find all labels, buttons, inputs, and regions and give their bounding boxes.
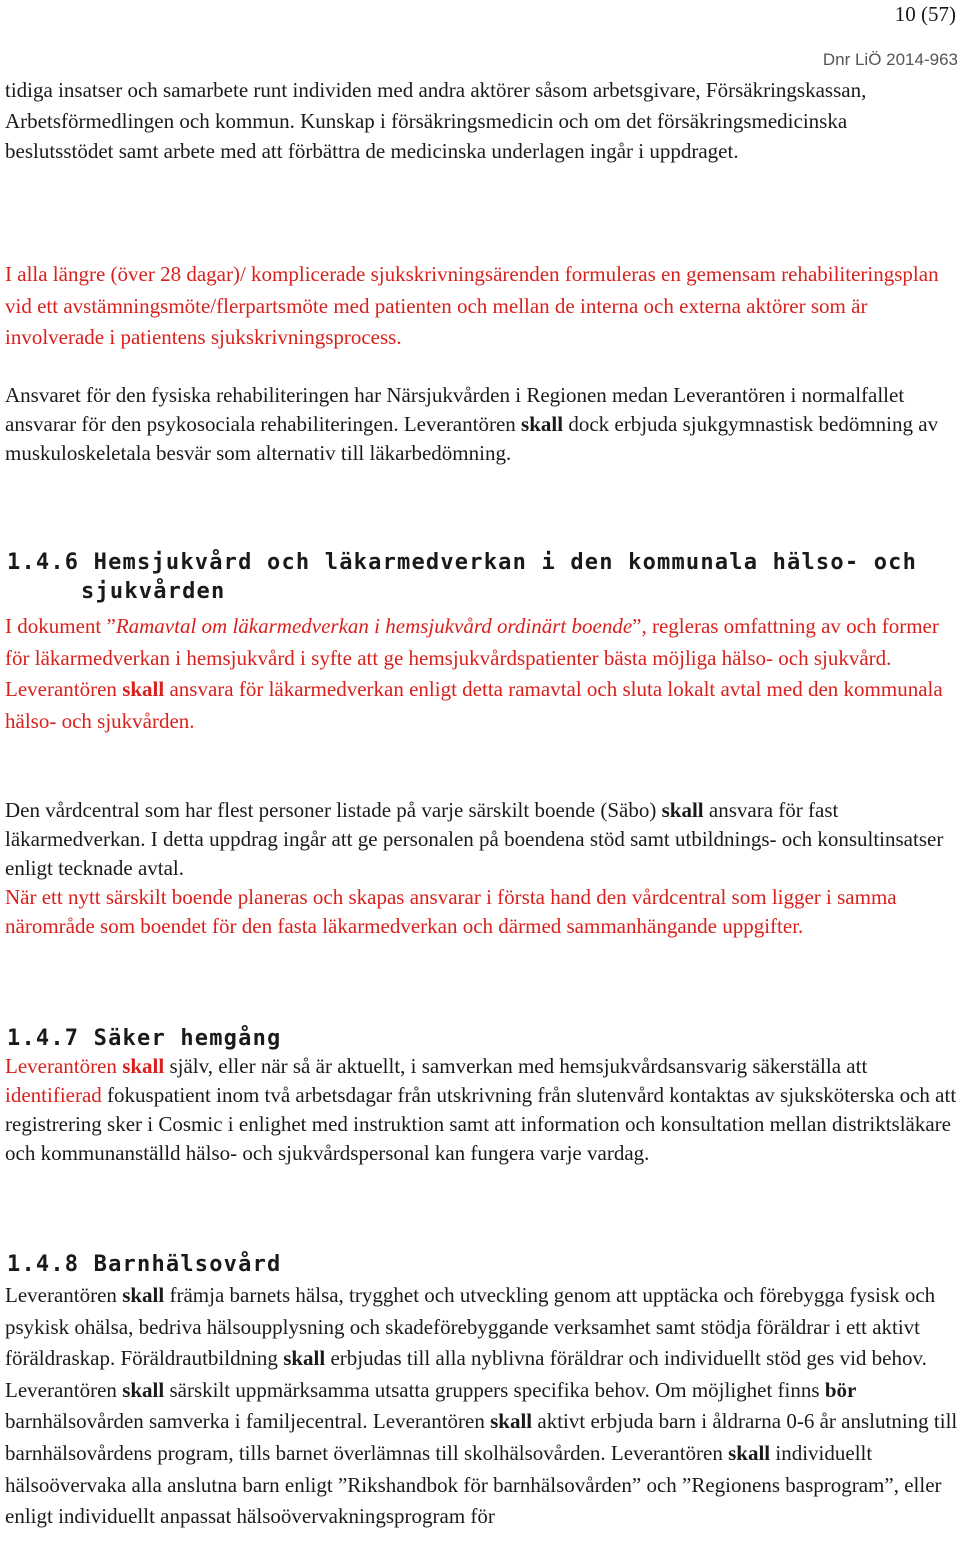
document-reference: Dnr LiÖ 2014-963	[822, 50, 958, 69]
paragraph-text: tidiga insatser och samarbete runt individen med andra aktörer såsom arbetsgivare, Försäkringskassan, Arbetsförmedlingen och kommun. Kunskap i försäkringsmedicin och om det försäkringsmedicinska beslutsstödet samt arbete med att förbättra de medicinska underlagen ingår i uppdraget.	[5, 78, 867, 163]
paragraph-saker-hemgang	[5, 1052, 960, 1168]
emphasis-skall: skall	[122, 677, 165, 701]
paragraph-text	[5, 1280, 960, 1533]
paragraph-text: I alla längre (över 28 dagar)/ komplicerade sjukskrivningsärenden formuleras en gemensam rehabiliteringsplan vid ett avstämningsmöte/flerpartsmöte med patienten och mellan de interna och externa aktörer som är involverade i patientens sjukskrivningsprocess.	[5, 262, 939, 349]
text-run: Den vårdcentral som har flest personer listade på varje särskilt boende (Säbo)	[5, 798, 662, 822]
emphasis-skall: skall	[521, 412, 564, 436]
paragraph-rehab-intro	[5, 75, 960, 167]
paragraph-physical-rehab	[5, 381, 960, 468]
text-run-red: När ett nytt särskilt boende planeras och skapas ansvarar i första hand den vårdcentral som ligger i samma närområde som boendet för den fasta läkarmedverkan och därmed sammanhängande uppgifter.	[5, 885, 897, 938]
text-run: barnhälsovården samverka i familjecentral. Leverantören	[5, 1409, 491, 1434]
paragraph-text	[5, 796, 960, 941]
text-run: Ansvaret för den fysiska rehabiliteringen har Närsjukvården i Regionen medan Leverantören i normalfallet ansvarar för den psykosociala rehabiliteringen. Leverantören	[5, 383, 905, 436]
section-heading-1-4-6	[7, 548, 917, 606]
emphasis-bor: bör	[824, 1377, 857, 1402]
text-run: I dokument ”	[5, 614, 116, 638]
paragraph-rehab-plan	[5, 259, 960, 354]
paragraph-vardcentral	[5, 796, 960, 941]
emphasis-skall: skall	[661, 798, 704, 822]
text-run: särskilt uppmärksamma utsatta gruppers specifika behov. Om möjlighet finns	[164, 1377, 825, 1402]
emphasis-skall: skall	[122, 1283, 165, 1307]
page-number: 10 (57)	[894, 2, 956, 26]
text-run: aktivt erbjuda barn i åldrarna 0-6 år anslutning till barnhälsovårdens program, tills barnet överlämnas till skolhälsovården. Leverantören	[5, 1409, 958, 1465]
heading-line: 1.4.7 Säker hemgång	[7, 1026, 282, 1051]
emphasis-skall: skall	[283, 1346, 326, 1371]
paragraph-text	[5, 611, 960, 737]
text-run-red: Leverantören	[5, 1054, 123, 1078]
text-run: ”, regleras omfattning av och former för läkarmedverkan i hemsjukvård i syfte att ge hemsjukvårdspatienter bästa möjliga hälso- och sjukvård. Leverantören	[5, 614, 939, 701]
text-run: erbjudas till alla nyblivna föräldrar och individuellt stöd ges vid behov. Leverantören	[5, 1346, 927, 1402]
heading-line: 1.4.8 Barnhälsovård	[7, 1252, 282, 1277]
section-heading-1-4-8	[7, 1250, 281, 1279]
paragraph-text	[5, 381, 960, 468]
heading-line: sjukvården	[81, 579, 226, 604]
text-run: fokuspatient inom två arbetsdagar från utskrivning från slutenvård kontaktas av sjuksköterska och att registrering sker i Cosmic i enlighet med instruktion samt att information och konsultation mellan distriktsläkare och kommunanställd hälso- och sjukvårdspersonal kan fungera varje vardag.	[5, 1083, 957, 1165]
text-run: främja barnets hälsa, trygghet och utveckling genom att upptäcka och förebygga fysisk och psykisk ohälsa, bedriva hälsoupplysning och skadeförebyggande verksamhet samt stödja föräldrar i ett aktivt föräldraskap. Föräldrautbildning	[5, 1283, 936, 1371]
heading-line: 1.4.6 Hemsjukvård och läkarmedverkan i den kommunala hälso- och	[7, 550, 918, 575]
emphasis-skall: skall	[122, 1377, 165, 1402]
paragraph-text	[5, 1052, 960, 1168]
emphasis-skall: skall	[728, 1440, 771, 1465]
emphasis-skall: skall	[490, 1409, 533, 1434]
text-run: individuellt hälsoövervaka alla anslutna barn enligt ”Rikshandbok för barnhälsovården” och ”Regionens basprogram”, eller enligt individuellt anpassat hälsoövervakningsprogram för	[5, 1440, 942, 1529]
paragraph-ramavtal	[5, 611, 960, 737]
text-run: ansvara för läkarmedverkan enligt detta ramavtal och sluta lokalt avtal med den kommunala hälso- och sjukvården.	[5, 677, 943, 733]
text-run: ansvara för fast läkarmedverkan. I detta uppdrag ingår att ge personalen på boendena stöd samt utbildnings- och konsultinsatser enligt tecknade avtal.	[5, 798, 944, 880]
section-heading-1-4-7	[7, 1024, 281, 1053]
paragraph-barnhalsovard	[5, 1280, 960, 1533]
emphasis-skall: skall	[122, 1054, 165, 1078]
text-run: själv, eller när så är aktuellt, i samverkan med hemsjukvårdsansvarig säkerställa att	[164, 1054, 868, 1078]
document-title-reference: Ramavtal om läkarmedverkan i hemsjukvård ordinärt boende	[115, 614, 633, 638]
text-run: Leverantören	[5, 1283, 123, 1307]
text-run-red: identifierad	[5, 1083, 102, 1107]
text-run: dock erbjuda sjukgymnastisk bedömning av muskuloskeletala besvär som alternativ till läkarbedömning.	[5, 412, 939, 465]
